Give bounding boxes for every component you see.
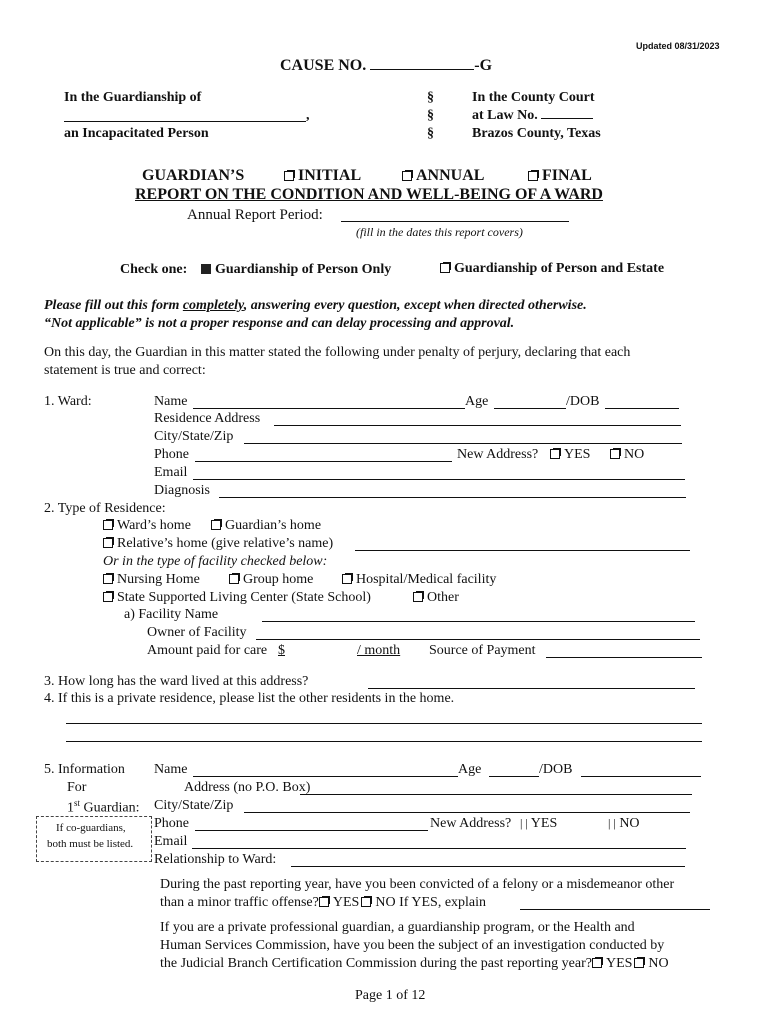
final-checkbox[interactable] <box>528 171 538 181</box>
question-4-input-2[interactable] <box>66 741 702 742</box>
law-number: at Law No. <box>472 108 593 124</box>
guardian-name-input[interactable] <box>193 776 458 777</box>
ward-new-address-yes[interactable]: YES <box>550 447 590 463</box>
facility-name-input[interactable] <box>262 621 695 622</box>
guardians-title: GUARDIAN’S <box>142 167 245 184</box>
ward-dob-label: /DOB <box>566 394 600 409</box>
guardian-relationship-input[interactable] <box>291 866 685 867</box>
source-payment-label: Source of Payment <box>429 643 536 658</box>
ward-age-label: Age <box>465 394 489 409</box>
co-guardian-note-1: If co-guardians, <box>56 822 126 834</box>
guardian-address-label: Address (no P.O. Box) <box>184 780 311 795</box>
facility-name-label: a) Facility Name <box>124 607 219 622</box>
conviction-yes-checkbox[interactable] <box>319 897 329 907</box>
guardian-address-input[interactable] <box>300 794 692 795</box>
co-guardian-note-2: both must be listed. <box>47 838 134 850</box>
nursing-home-option[interactable]: Nursing Home <box>103 572 200 588</box>
law-number-field[interactable] <box>541 118 593 119</box>
ward-age-input[interactable] <box>494 408 566 409</box>
investigation-no-checkbox[interactable] <box>634 958 644 968</box>
ward-name-field[interactable] <box>64 121 306 122</box>
residence-label: 2. Type of Residence: <box>44 501 166 516</box>
guardian-age-input[interactable] <box>489 776 539 777</box>
other-checkbox[interactable] <box>413 592 423 602</box>
section-symbol: § <box>427 126 434 141</box>
guardian-label-2: For <box>67 780 87 795</box>
guardian-email-input[interactable] <box>192 848 686 849</box>
check-one-label: Check one: <box>120 262 188 277</box>
report-title: REPORT ON THE CONDITION AND WELL-BEING OF A WARD <box>135 186 603 203</box>
intro-line2: statement is true and correct: <box>44 363 206 378</box>
other-option[interactable]: Other <box>413 590 459 606</box>
section-symbol: § <box>427 90 434 105</box>
cause-number-field[interactable] <box>370 69 474 70</box>
question-3-input[interactable] <box>368 688 695 689</box>
investigation-line1: If you are a private professional guardian, a guardianship program, or the Health and <box>160 920 635 935</box>
owner-input[interactable] <box>256 639 700 640</box>
initial-checkbox[interactable] <box>284 171 294 181</box>
ward-name-label: Name <box>154 394 188 409</box>
caption-guardianship: In the Guardianship of <box>64 90 202 105</box>
annual-report-period-label: Annual Report Period: <box>187 207 323 223</box>
report-period-hint: (fill in the dates this report covers) <box>356 225 523 239</box>
ward-no-checkbox[interactable] <box>610 449 620 459</box>
investigation-line3: the Judicial Branch Certification Commission during the past reporting year? YES NO <box>160 956 669 971</box>
state-center-option[interactable]: State Supported Living Center (State School) <box>103 590 371 606</box>
relative-name-input[interactable] <box>355 550 690 551</box>
person-estate-option[interactable]: Guardianship of Person and Estate <box>440 261 664 277</box>
annual-checkbox[interactable] <box>402 171 412 181</box>
nursing-home-checkbox[interactable] <box>103 574 113 584</box>
county: Brazos County, Texas <box>472 126 601 141</box>
final-option[interactable]: FINAL <box>528 167 592 185</box>
ward-name-input[interactable] <box>193 408 465 409</box>
ward-residence-input[interactable] <box>274 425 681 426</box>
amount-field[interactable]: $ / month <box>278 643 401 658</box>
guardian-dob-input[interactable] <box>581 776 701 777</box>
instructions-line1: Please fill out this form completely, answering every question, except when directed otherwise. <box>44 298 587 313</box>
ward-new-address-label: New Address? <box>457 447 539 462</box>
guardian-city-label: City/State/Zip <box>154 798 234 813</box>
group-home-checkbox[interactable] <box>229 574 239 584</box>
guardian-label-1: 5. Information <box>44 762 125 777</box>
caption-comma: , <box>306 108 310 123</box>
court-name: In the County Court <box>472 90 595 105</box>
cause-number: CAUSE NO. -G <box>280 57 493 74</box>
ward-email-label: Email <box>154 465 188 480</box>
guardian-phone-input[interactable] <box>195 830 428 831</box>
guardians-home-checkbox[interactable] <box>211 520 221 530</box>
guardians-home-option[interactable]: Guardian’s home <box>211 518 321 534</box>
wards-home-checkbox[interactable] <box>103 520 113 530</box>
group-home-option[interactable]: Group home <box>229 572 313 588</box>
guardian-new-address-no[interactable]: | | NO <box>608 816 640 831</box>
conviction-line1: During the past reporting year, have you been convicted of a felony or a misdemeanor other <box>160 877 675 892</box>
person-only-checkbox[interactable] <box>201 264 211 274</box>
ward-diagnosis-label: Diagnosis <box>154 483 210 498</box>
ward-phone-input[interactable] <box>195 461 452 462</box>
ward-city-label: City/State/Zip <box>154 429 234 444</box>
question-4: 4. If this is a private residence, please list the other residents in the home. <box>44 691 455 706</box>
ward-phone-label: Phone <box>154 447 189 462</box>
conviction-line2: than a minor traffic offense? YES NO If YES, explain <box>160 895 487 910</box>
guardian-phone-label: Phone <box>154 816 189 831</box>
ward-residence-label: Residence Address <box>154 411 261 426</box>
report-period-field[interactable] <box>341 221 569 222</box>
relatives-home-option[interactable]: Relative’s home (give relative’s name) <box>103 536 333 552</box>
facility-intro: Or in the type of facility checked below: <box>103 554 328 569</box>
ward-yes-checkbox[interactable] <box>550 449 560 459</box>
instructions-line2: “Not applicable” is not a proper response and can delay processing and approval. <box>44 316 515 331</box>
owner-label: Owner of Facility <box>147 625 247 640</box>
investigation-yes-checkbox[interactable] <box>592 958 602 968</box>
annual-option[interactable]: ANNUAL <box>402 167 484 185</box>
guardian-name-label: Name <box>154 762 188 777</box>
guardian-label-3: 1st Guardian: <box>67 798 140 816</box>
guardian-email-label: Email <box>154 834 188 849</box>
ward-label: 1. Ward: <box>44 394 92 409</box>
guardian-city-input[interactable] <box>244 812 690 813</box>
hospital-option[interactable]: Hospital/Medical facility <box>342 572 496 588</box>
conviction-explain-input[interactable] <box>520 909 710 910</box>
initial-option[interactable]: INITIAL <box>284 167 361 185</box>
conviction-no-checkbox[interactable] <box>361 897 371 907</box>
amount-label: Amount paid for care <box>147 643 268 658</box>
relatives-home-checkbox[interactable] <box>103 538 113 548</box>
source-payment-input[interactable] <box>546 657 702 658</box>
person-estate-checkbox[interactable] <box>440 263 450 273</box>
investigation-line2: Human Services Commission, have you been the subject of an investigation conducted by <box>160 938 665 953</box>
hospital-checkbox[interactable] <box>342 574 352 584</box>
guardian-age-label: Age <box>458 762 482 777</box>
guardian-relationship-label: Relationship to Ward: <box>154 852 277 867</box>
person-only-option[interactable]: Guardianship of Person Only <box>201 262 391 278</box>
section-symbol: § <box>427 108 434 123</box>
ward-new-address-no[interactable]: NO <box>610 447 644 463</box>
ward-dob-input[interactable] <box>605 408 679 409</box>
question-4-input-1[interactable] <box>66 723 702 724</box>
question-3: 3. How long has the ward lived at this address? <box>44 674 309 689</box>
ward-email-input[interactable] <box>193 479 685 480</box>
state-center-checkbox[interactable] <box>103 592 113 602</box>
ward-diagnosis-input[interactable] <box>219 497 686 498</box>
intro-line1: On this day, the Guardian in this matter stated the following under penalty of perjury, declaring that each <box>44 345 631 360</box>
updated-date: Updated 08/31/2023 <box>636 41 720 51</box>
page-number: Page 1 of 12 <box>355 988 426 1003</box>
caption-incapacitated: an Incapacitated Person <box>64 126 209 141</box>
ward-city-input[interactable] <box>244 443 682 444</box>
guardian-new-address-label: New Address? <box>430 816 512 831</box>
guardian-dob-label: /DOB <box>539 762 573 777</box>
wards-home-option[interactable]: Ward’s home <box>103 518 191 534</box>
guardian-new-address-yes[interactable]: | | YES <box>520 816 558 831</box>
